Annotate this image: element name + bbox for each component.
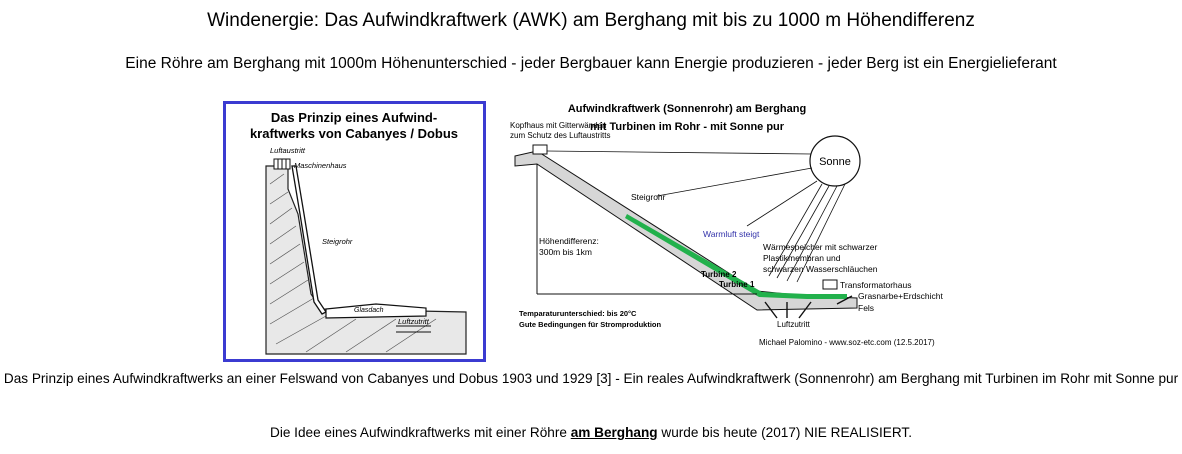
label-speicher-3: schwarzen Wasserschläuchen	[763, 264, 878, 274]
label-warmluft: Warmluft steigt	[703, 229, 760, 239]
realization-note	[0, 425, 1182, 440]
left-heading-line2: kraftwerks von Cabanyes / Dobus	[249, 126, 459, 141]
label-luftaustritt: Luftaustritt	[270, 146, 306, 155]
sonnenrohr-figure	[507, 96, 962, 356]
page-subtitle: Eine Röhre am Berghang mit 1000m Höhenunterschied - jeder Bergbauer kann Energie produzieren - jeder Berg ist ein Energielieferant	[125, 55, 1057, 72]
right-heading-line1: Aufwindkraftwerk (Sonnenrohr) am Berghang	[567, 103, 807, 115]
label-hoehe-2: 300m bis 1km	[539, 247, 592, 257]
mountain-slope	[515, 151, 857, 310]
label-temp-2: Gute Bedingungen für Stromproduktion	[519, 320, 662, 329]
label-glasdach: Glasdach	[354, 307, 384, 314]
cabanyes-sketch	[226, 104, 483, 359]
right-heading-line2: mit Turbinen im Rohr - mit Sonne pur	[589, 121, 785, 133]
label-steigrohr-right: Steigrohr	[631, 192, 666, 202]
note-text-before: Die Idee eines Aufwindkraftwerks mit einer Röhre	[270, 425, 571, 440]
kopfhaus	[533, 145, 547, 154]
label-kopfhaus-2: zum Schutz des Luftaustritts	[510, 131, 611, 140]
left-heading-line1: Das Prinzip eines Aufwind-	[270, 110, 438, 125]
note-text-after: wurde bis heute (2017) NIE REALISIERT.	[657, 425, 912, 440]
label-credit: Michael Palomino - www.soz-etc.com (12.5.2017)	[759, 338, 935, 347]
figure-caption: Das Prinzip eines Aufwindkraftwerks an einer Felswand von Cabanyes und Dobus 1903 und 1929 [3] - Ein reales Aufwindkraftwerk (Sonnenrohr) am Berghang mit Turbinen im Rohr mit Sonne pur	[3, 371, 1179, 386]
label-fels: Fels	[858, 303, 875, 313]
label-sonne: Sonne	[819, 156, 851, 168]
label-luftzutritt-right: Luftzutritt	[777, 320, 810, 329]
label-temp-1: Temparaturunterschied: bis 20°C	[519, 309, 637, 318]
label-grasnarbe: Grasnarbe+Erdschicht	[858, 291, 943, 301]
label-turbine2: Turbine 2	[701, 270, 737, 279]
label-transformator: Transformatorhaus	[840, 280, 912, 290]
am-berghang-link[interactable]: am Berghang	[570, 425, 658, 440]
page-title: Windenergie: Das Aufwindkraftwerk (AWK) am Berghang mit bis zu 1000 m Höhendifferenz	[207, 10, 975, 31]
label-speicher-1: Wärmespeicher mit schwarzer	[763, 242, 878, 252]
transformator-house	[823, 280, 837, 289]
sonnenrohr-diagram	[507, 96, 962, 356]
label-steigrohr: Steigrohr	[322, 237, 353, 246]
label-turbine1: Turbine 1	[719, 280, 755, 289]
label-speicher-2: Plastikmembran und	[763, 253, 841, 263]
label-kopfhaus-1: Kopfhaus mit Gitterwänden	[510, 121, 607, 130]
cliff-rock	[266, 166, 466, 354]
label-hoehe-1: Höhendifferenz:	[539, 236, 599, 246]
label-maschinenhaus: Maschinenhaus	[294, 161, 347, 170]
cabanyes-dobus-figure	[223, 101, 486, 362]
label-luftzutritt: Luftzutritt	[398, 317, 429, 326]
